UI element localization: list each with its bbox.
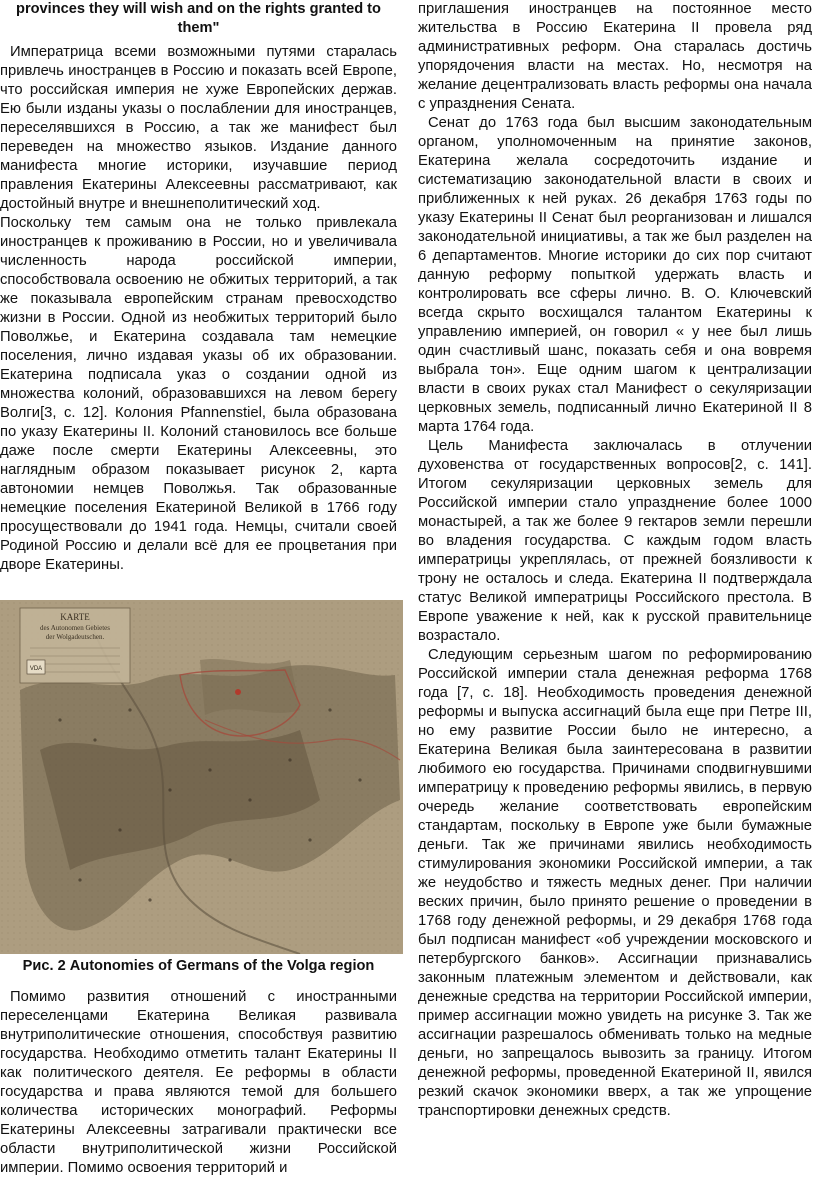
map-title-line: der Wolgadeutschen. bbox=[45, 633, 105, 641]
right-column bbox=[418, 0, 812, 1121]
paragraph: Императрица всеми возможными путями старалась привлечь иностранцев в Россию и показать всей Европе, что российская империя не хуже Европейских держав. Ею были изданы указы о послаблении для иностранцев, переселявшихся в Россию, а так же манифест был переведен на множество языков. Издание данного манифеста многие историки, изучавшие период правления Екатерины Алексеевны рассматривают, как достойный внутре и внешнеполитический ход. bbox=[0, 44, 397, 212]
section-heading: provinces they will wish and on the rights granted to them" bbox=[16, 1, 381, 36]
map-badge: VDA bbox=[29, 666, 43, 672]
paragraph: Сенат до 1763 года был высшим законодательным органом, уполномоченным на принятие законов, Екатерина желала сосредоточить издание и систематизацию законодательной власти в своих и приближенных к ней руках. 26 декабря 1763 годы по указу Екатерины II Сенат был реорганизован и лишался законодательной инициативы, а так же был разделен на 6 департаментов. Многие историки до сих пор считают данную реформу попыткой удержать власть и контролировать все сферы лично. В. О. Ключевский всегда скрыто восхищался талантом Екатерины к управлению империей, он говорил « у нее был лишь один счастливый шанс, показать себя и она вовремя выбрала тон». Еще одним шагом к централизации власти в своих руках стал Манифест о секуляризации церковных земель, подписанный лично Екатериной II 8 марта 1764 года. bbox=[418, 115, 812, 435]
paragraph: Следующим серьезным шагом по реформированию Российской империи стала денежная реформа 1768 года [7, с. 18]. Необходимость проведения денежной реформы и выпуска ассигнаций была еще при Петре III, но ему развитие России было не интересно, а Екатерина Великая была заинтересована в развитии любимого ею государства. Причинами сподвигнувшими императрицу к проведению реформы явились, в первую очередь желание соответствовать европейским стандартам, поскольку в Европе уже были бумажные деньги. Так же причинами явились необходимость стимулирования экономики Российской империи, а так же неудобство и тяжесть медных денег. При наличии веских причин, было принято решение о проведении в 1768 году денежной реформы, и 29 декабря 1768 года был подписан манифест «об учреждении московского и петербургского банков». Ассигнации признавались законным платежным элементом и действовали, как денежные средства на территории Российской империи, пример ассигнации можно увидеть на рисунке 3. Так же ассигнации разрешалось обменивать только на медные деньги, но запрещалось вывозить за границу. Итогом денежной реформы, проведенной Екатериной II, явился резкий скачок экономики вверх, а так же упрощение транспортировки денежных средств. bbox=[418, 647, 812, 1119]
left-bottom-text bbox=[0, 988, 397, 1178]
paragraph: Поскольку тем самым она не только привлекала иностранцев к проживанию в России, но и увеличивала численность народа российской империи, способствовала освоению не обжитых территорий, а так же показывала европейским странам превосходство жизни в России. Одной из необжитых территорий было Поволжье, и Екатерина создавала там немецкие поселения, лично издавая указы об их образовании. Екатерина подписала указ о создании одной из множества колоний, образовавшихся на левом берегу Волги[3, с. 12]. Колония Pfannenstiel, была образована по указу Екатерины II. Колоний становилось все больше даже после смерти Екатерины Алексеевны, это наглядным образом показывает рисунок 2, карта автономии немцев Поволжья. Так образованные немецкие поселения Екатериной Великой в 1766 году просуществовали до 1941 года. Немцы, считали своей Родиной Россию и делали всё для ее процветания при дворе Екатерины. bbox=[0, 215, 397, 573]
map-title-line: KARTE bbox=[60, 612, 90, 622]
volga-germans-map-figure bbox=[0, 600, 403, 954]
map-image bbox=[0, 600, 403, 954]
figure-caption: Рис. 2 Autonomies of Germans of the Volga region bbox=[22, 958, 375, 974]
map-title-line: des Autonomen Gebietes bbox=[40, 624, 110, 632]
paragraph: приглашения иностранцев на постоянное место жительства в Россию Екатерина II провела ряд административных реформ. Она старалась достичь упорядочения власти на местах. Но, несмотря на желание децентрализовать власть реформы она начала с упразднения Сената. bbox=[418, 1, 812, 112]
paragraph: Цель Манифеста заключалась в отлучении духовенства от государственных вопросов[2, с. 141]. Итогом секуляризации церковных земель для Российской империи стало упразднение более 1000 монастырей, а так же более 9 гектаров земли перешли во владения государства. С каждым годом власть императрицы укреплялась, от прежней боязливости к трону не осталось и следа. Екатерина II подтверждала статус Великой императрицы Российского престола. В Европе уважение к ней, как к русской правительнице возрастало. bbox=[418, 438, 812, 644]
left-column bbox=[0, 0, 397, 575]
paragraph: Помимо развития отношений с иностранными переселенцами Екатерина Великая развивала внутриполитические отношения, способствуя развитию государства. Необходимо отметить талант Екатерины II как политического деятеля. Ее реформы в области государства и права являются темой для большего количества исторических монографий. Реформы Екатерины Алексеевны затрагивали практически все области внутриполитической жизни Российской империи. Помимо освоения территорий и bbox=[0, 989, 397, 1176]
